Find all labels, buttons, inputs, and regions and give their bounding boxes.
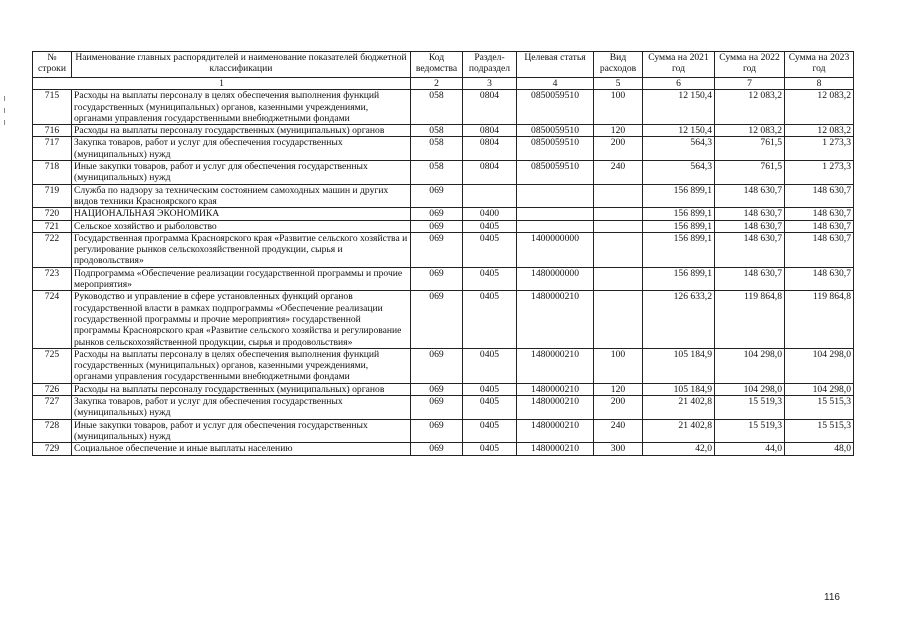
table-row bbox=[33, 125, 854, 137]
row-exp-type: 240 bbox=[594, 161, 643, 185]
row-sum-2021: 105 184,9 bbox=[643, 383, 715, 395]
row-target: 1480000000 bbox=[517, 267, 594, 291]
row-dept: 069 bbox=[411, 419, 463, 443]
row-target: 1480000210 bbox=[517, 383, 594, 395]
row-dept: 069 bbox=[411, 396, 463, 420]
column-number: 6 bbox=[643, 78, 715, 90]
row-exp-type bbox=[594, 291, 643, 348]
row-sum-2021: 156 899,1 bbox=[643, 208, 715, 220]
row-name: Служба по надзору за техническим состоянием самоходных машин и других видов техники Красноярского края bbox=[72, 184, 411, 208]
row-dept: 069 bbox=[411, 443, 463, 455]
header-exp-type: Вид расходов bbox=[594, 52, 643, 78]
table-row bbox=[33, 396, 854, 420]
row-number: 718 bbox=[33, 161, 72, 185]
row-sum-2021: 156 899,1 bbox=[643, 232, 715, 267]
row-section: 0804 bbox=[463, 161, 517, 185]
table-header bbox=[33, 52, 854, 90]
row-section bbox=[463, 184, 517, 208]
table-row bbox=[33, 90, 854, 125]
row-exp-type: 120 bbox=[594, 383, 643, 395]
row-target bbox=[517, 184, 594, 208]
row-sum-2021: 156 899,1 bbox=[643, 220, 715, 232]
header-dept: Код ведомства bbox=[411, 52, 463, 78]
row-section: 0405 bbox=[463, 383, 517, 395]
row-name: Руководство и управление в сфере установленных функций органов государственной власти в рамках подпрограммы «Обеспечение реализации государственной программы и прочие мероприятия» государственной программы Красноярского края «Развитие сельского хозяйства и регулирование рынков сельскохозяйственной продукции, сырья и продовольствия» bbox=[72, 291, 411, 348]
row-name: Расходы на выплаты персоналу в целях обеспечения выполнения функций государственных (муниципальных) органов, казенными учреждениями, органами управления государственными внебюджетными фондами bbox=[72, 90, 411, 125]
row-section: 0405 bbox=[463, 443, 517, 455]
row-sum-2021: 105 184,9 bbox=[643, 348, 715, 383]
row-name: Закупка товаров, работ и услуг для обеспечения государственных (муниципальных) нужд bbox=[72, 396, 411, 420]
row-dept: 069 bbox=[411, 383, 463, 395]
row-sum-2021: 12 150,4 bbox=[643, 125, 715, 137]
header-name: Наименование главных распорядителей и наименование показателей бюджетной классификации bbox=[72, 52, 411, 78]
row-sum-2023: 15 515,3 bbox=[785, 419, 854, 443]
row-dept: 069 bbox=[411, 208, 463, 220]
row-section: 0400 bbox=[463, 208, 517, 220]
row-sum-2022: 148 630,7 bbox=[715, 220, 785, 232]
margin-mark bbox=[4, 120, 5, 125]
row-name: Расходы на выплаты персоналу в целях обеспечения выполнения функций государственных (муниципальных) органов, казенными учреждениями, органами управления государственными внебюджетными фондами bbox=[72, 348, 411, 383]
row-target bbox=[517, 220, 594, 232]
column-number: 4 bbox=[517, 78, 594, 90]
row-sum-2021: 42,0 bbox=[643, 443, 715, 455]
row-number: 726 bbox=[33, 383, 72, 395]
row-sum-2023: 104 298,0 bbox=[785, 348, 854, 383]
row-exp-type: 100 bbox=[594, 90, 643, 125]
row-sum-2023: 1 273,3 bbox=[785, 161, 854, 185]
row-dept: 058 bbox=[411, 125, 463, 137]
table-row bbox=[33, 232, 854, 267]
table-body bbox=[33, 90, 854, 455]
row-sum-2022: 761,5 bbox=[715, 161, 785, 185]
row-number: 717 bbox=[33, 137, 72, 161]
table-row bbox=[33, 443, 854, 455]
row-exp-type bbox=[594, 232, 643, 267]
row-sum-2021: 156 899,1 bbox=[643, 267, 715, 291]
table-row bbox=[33, 419, 854, 443]
margin-mark bbox=[4, 96, 5, 101]
page-number: 116 bbox=[824, 592, 840, 603]
row-sum-2022: 119 864,8 bbox=[715, 291, 785, 348]
row-name: Сельское хозяйство и рыболовство bbox=[72, 220, 411, 232]
row-number: 721 bbox=[33, 220, 72, 232]
row-sum-2023: 48,0 bbox=[785, 443, 854, 455]
row-sum-2023: 15 515,3 bbox=[785, 396, 854, 420]
row-name: Расходы на выплаты персоналу государственных (муниципальных) органов bbox=[72, 125, 411, 137]
row-sum-2023: 1 273,3 bbox=[785, 137, 854, 161]
row-name: Подпрограмма «Обеспечение реализации государственной программы и прочие мероприятия» bbox=[72, 267, 411, 291]
header-sum-2021: Сумма на 2021 год bbox=[643, 52, 715, 78]
table-row bbox=[33, 383, 854, 395]
row-section: 0804 bbox=[463, 125, 517, 137]
row-number: 722 bbox=[33, 232, 72, 267]
header-sum-2022: Сумма на 2022 год bbox=[715, 52, 785, 78]
row-section: 0804 bbox=[463, 137, 517, 161]
row-sum-2021: 21 402,8 bbox=[643, 396, 715, 420]
row-name: НАЦИОНАЛЬНАЯ ЭКОНОМИКА bbox=[72, 208, 411, 220]
row-target: 1480000210 bbox=[517, 348, 594, 383]
row-target: 0850059510 bbox=[517, 90, 594, 125]
row-exp-type bbox=[594, 267, 643, 291]
column-number: 2 bbox=[411, 78, 463, 90]
row-sum-2023: 12 083,2 bbox=[785, 125, 854, 137]
row-number: 724 bbox=[33, 291, 72, 348]
row-sum-2021: 564,3 bbox=[643, 161, 715, 185]
row-target: 0850059510 bbox=[517, 161, 594, 185]
row-name: Расходы на выплаты персоналу государственных (муниципальных) органов bbox=[72, 383, 411, 395]
column-number: 1 bbox=[33, 78, 411, 90]
row-sum-2023: 148 630,7 bbox=[785, 208, 854, 220]
row-dept: 069 bbox=[411, 348, 463, 383]
row-exp-type bbox=[594, 220, 643, 232]
row-number: 719 bbox=[33, 184, 72, 208]
row-number: 729 bbox=[33, 443, 72, 455]
margin-mark bbox=[4, 108, 5, 113]
row-sum-2023: 119 864,8 bbox=[785, 291, 854, 348]
row-exp-type: 300 bbox=[594, 443, 643, 455]
row-name: Государственная программа Красноярского края «Развитие сельского хозяйства и регулирование рынков сельскохозяйственной продукции, сырья и продовольствия» bbox=[72, 232, 411, 267]
row-sum-2022: 148 630,7 bbox=[715, 208, 785, 220]
column-number: 5 bbox=[594, 78, 643, 90]
row-dept: 069 bbox=[411, 232, 463, 267]
row-section: 0405 bbox=[463, 232, 517, 267]
table-row bbox=[33, 348, 854, 383]
row-number: 715 bbox=[33, 90, 72, 125]
row-name: Иные закупки товаров, работ и услуг для обеспечения государственных (муниципальных) нужд bbox=[72, 419, 411, 443]
row-target: 1480000210 bbox=[517, 291, 594, 348]
row-sum-2022: 148 630,7 bbox=[715, 267, 785, 291]
row-exp-type: 200 bbox=[594, 396, 643, 420]
row-sum-2021: 12 150,4 bbox=[643, 90, 715, 125]
row-target bbox=[517, 208, 594, 220]
row-exp-type: 100 bbox=[594, 348, 643, 383]
header-section: Раздел-подраздел bbox=[463, 52, 517, 78]
table-row bbox=[33, 220, 854, 232]
row-dept: 069 bbox=[411, 184, 463, 208]
row-sum-2022: 12 083,2 bbox=[715, 125, 785, 137]
row-number: 728 bbox=[33, 419, 72, 443]
row-number: 716 bbox=[33, 125, 72, 137]
row-sum-2022: 148 630,7 bbox=[715, 232, 785, 267]
row-sum-2022: 44,0 bbox=[715, 443, 785, 455]
row-dept: 058 bbox=[411, 90, 463, 125]
row-exp-type: 120 bbox=[594, 125, 643, 137]
row-name: Социальное обеспечение и иные выплаты населению bbox=[72, 443, 411, 455]
row-sum-2022: 761,5 bbox=[715, 137, 785, 161]
row-number: 727 bbox=[33, 396, 72, 420]
row-target: 1480000210 bbox=[517, 443, 594, 455]
row-sum-2022: 104 298,0 bbox=[715, 383, 785, 395]
header-target: Целевая статья bbox=[517, 52, 594, 78]
row-target: 0850059510 bbox=[517, 125, 594, 137]
row-sum-2021: 564,3 bbox=[643, 137, 715, 161]
row-exp-type: 200 bbox=[594, 137, 643, 161]
row-sum-2023: 104 298,0 bbox=[785, 383, 854, 395]
row-section: 0804 bbox=[463, 90, 517, 125]
row-sum-2022: 148 630,7 bbox=[715, 184, 785, 208]
row-name: Закупка товаров, работ и услуг для обеспечения государственных (муниципальных) нужд bbox=[72, 137, 411, 161]
row-section: 0405 bbox=[463, 267, 517, 291]
row-exp-type: 240 bbox=[594, 419, 643, 443]
row-sum-2023: 148 630,7 bbox=[785, 220, 854, 232]
table-row bbox=[33, 291, 854, 348]
row-exp-type bbox=[594, 208, 643, 220]
table-row bbox=[33, 184, 854, 208]
row-dept: 069 bbox=[411, 220, 463, 232]
column-number-row bbox=[33, 78, 854, 90]
row-sum-2022: 15 519,3 bbox=[715, 396, 785, 420]
header-row-no: № строки bbox=[33, 52, 72, 78]
row-target: 1400000000 bbox=[517, 232, 594, 267]
row-sum-2023: 148 630,7 bbox=[785, 184, 854, 208]
budget-table bbox=[32, 51, 854, 456]
row-number: 720 bbox=[33, 208, 72, 220]
column-number: 7 bbox=[715, 78, 785, 90]
row-section: 0405 bbox=[463, 348, 517, 383]
row-sum-2023: 148 630,7 bbox=[785, 267, 854, 291]
column-number: 3 bbox=[463, 78, 517, 90]
column-number: 8 bbox=[785, 78, 854, 90]
row-dept: 069 bbox=[411, 291, 463, 348]
row-dept: 069 bbox=[411, 267, 463, 291]
row-sum-2023: 148 630,7 bbox=[785, 232, 854, 267]
row-section: 0405 bbox=[463, 220, 517, 232]
row-sum-2021: 156 899,1 bbox=[643, 184, 715, 208]
row-sum-2022: 15 519,3 bbox=[715, 419, 785, 443]
table-row bbox=[33, 267, 854, 291]
row-name: Иные закупки товаров, работ и услуг для обеспечения государственных (муниципальных) нужд bbox=[72, 161, 411, 185]
row-section: 0405 bbox=[463, 396, 517, 420]
row-exp-type bbox=[594, 184, 643, 208]
row-sum-2021: 126 633,2 bbox=[643, 291, 715, 348]
row-dept: 058 bbox=[411, 137, 463, 161]
table-row bbox=[33, 161, 854, 185]
row-number: 723 bbox=[33, 267, 72, 291]
row-target: 1480000210 bbox=[517, 419, 594, 443]
row-target: 0850059510 bbox=[517, 137, 594, 161]
table-row bbox=[33, 208, 854, 220]
row-number: 725 bbox=[33, 348, 72, 383]
row-section: 0405 bbox=[463, 419, 517, 443]
row-target: 1480000210 bbox=[517, 396, 594, 420]
row-sum-2022: 104 298,0 bbox=[715, 348, 785, 383]
row-section: 0405 bbox=[463, 291, 517, 348]
row-sum-2023: 12 083,2 bbox=[785, 90, 854, 125]
row-dept: 058 bbox=[411, 161, 463, 185]
header-sum-2023: Сумма на 2023 год bbox=[785, 52, 854, 78]
row-sum-2021: 21 402,8 bbox=[643, 419, 715, 443]
table-row bbox=[33, 137, 854, 161]
row-sum-2022: 12 083,2 bbox=[715, 90, 785, 125]
